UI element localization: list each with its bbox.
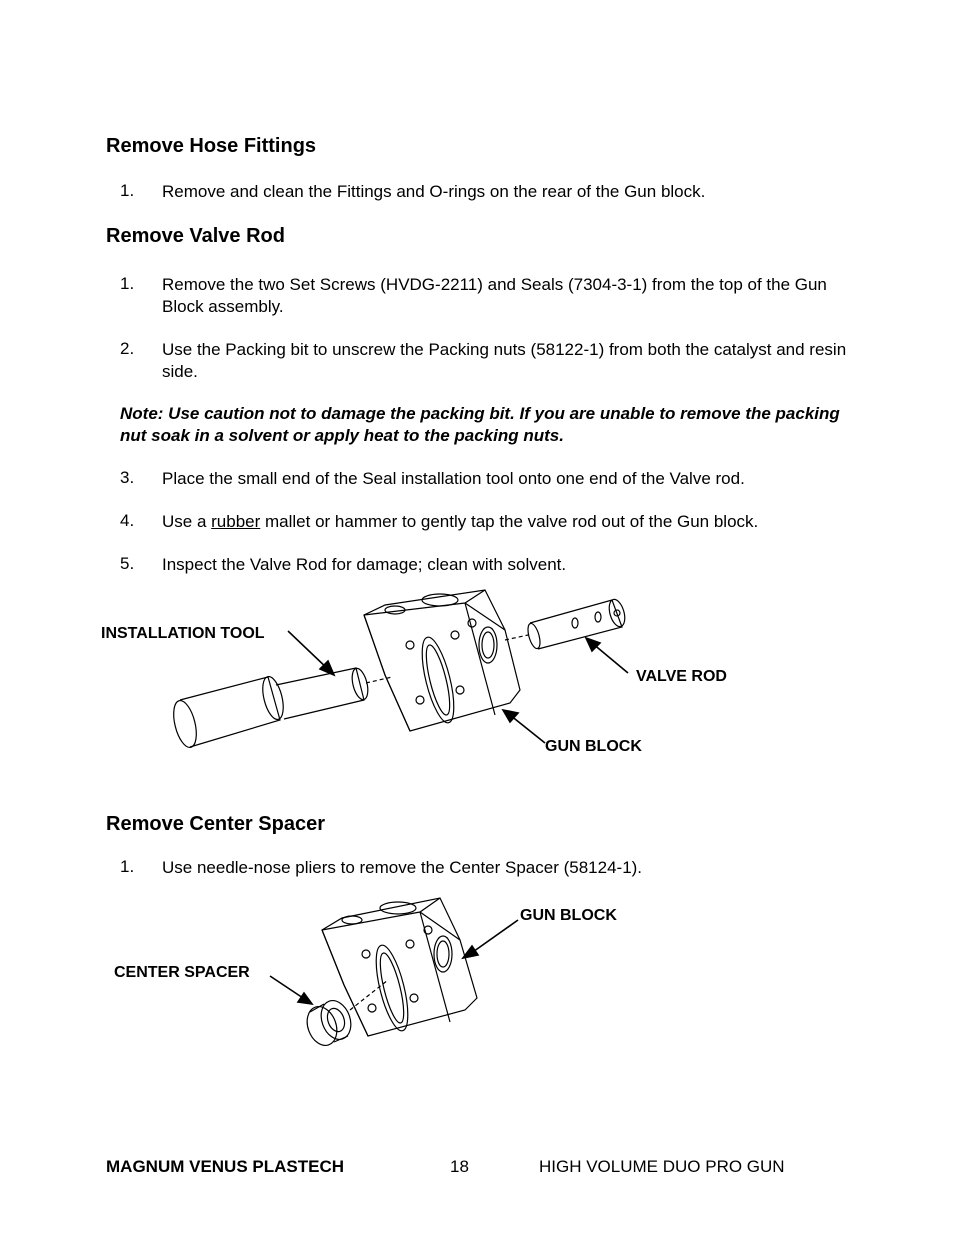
valve-rod-removal-diagram bbox=[0, 585, 954, 765]
underlined-word: rubber bbox=[211, 512, 261, 531]
section-title-hose-fittings: Remove Hose Fittings bbox=[106, 135, 317, 157]
footer-page-number: 18 bbox=[450, 1157, 469, 1176]
footer-product: HIGH VOLUME DUO PRO GUN bbox=[539, 1157, 785, 1176]
step-text: Remove the two Set Screws (HVDG-2211) and Seals (7304-3-1) from the top of the Gun Block assembly. bbox=[162, 275, 827, 316]
section-title-center-spacer: Remove Center Spacer bbox=[106, 813, 325, 835]
step-text: Remove and clean the Fittings and O-rings on the rear of the Gun block. bbox=[162, 182, 706, 201]
label-installation-tool: INSTALLATION TOOL bbox=[101, 625, 265, 642]
step-text: Place the small end of the Seal installation tool onto one end of the Valve rod. bbox=[162, 469, 745, 488]
footer-company: MAGNUM VENUS PLASTECH bbox=[106, 1157, 345, 1176]
step-number: 2. bbox=[120, 339, 135, 358]
step-text-after: mallet or hammer to gently tap the valve rod out of the Gun block. bbox=[260, 512, 759, 531]
step-text bbox=[162, 511, 852, 533]
step-text: Use the Packing bit to unscrew the Packing nuts (58122-1) from both the catalyst and resin side. bbox=[162, 340, 847, 381]
label-valve-rod: VALVE ROD bbox=[636, 668, 727, 685]
step-text: Use needle-nose pliers to remove the Center Spacer (58124-1). bbox=[162, 858, 643, 877]
step-number: 1. bbox=[120, 181, 135, 200]
step-number: 1. bbox=[120, 274, 135, 293]
label-center-spacer: CENTER SPACER bbox=[114, 964, 250, 981]
step-text-before: Use a bbox=[162, 512, 212, 531]
label-gun-block: GUN BLOCK bbox=[545, 738, 642, 755]
step-number: 4. bbox=[120, 511, 135, 530]
step-number: 3. bbox=[120, 468, 135, 487]
step-number: 1. bbox=[120, 857, 135, 876]
caution-note: Note: Use caution not to damage the packing bit. If you are unable to remove the packing nut soak in a solvent or apply heat to the packing nuts. bbox=[120, 404, 840, 445]
step-number: 5. bbox=[120, 554, 135, 573]
step-text: Inspect the Valve Rod for damage; clean with solvent. bbox=[162, 555, 567, 574]
label-gun-block-2: GUN BLOCK bbox=[520, 907, 617, 924]
section-title-valve-rod: Remove Valve Rod bbox=[106, 225, 285, 247]
